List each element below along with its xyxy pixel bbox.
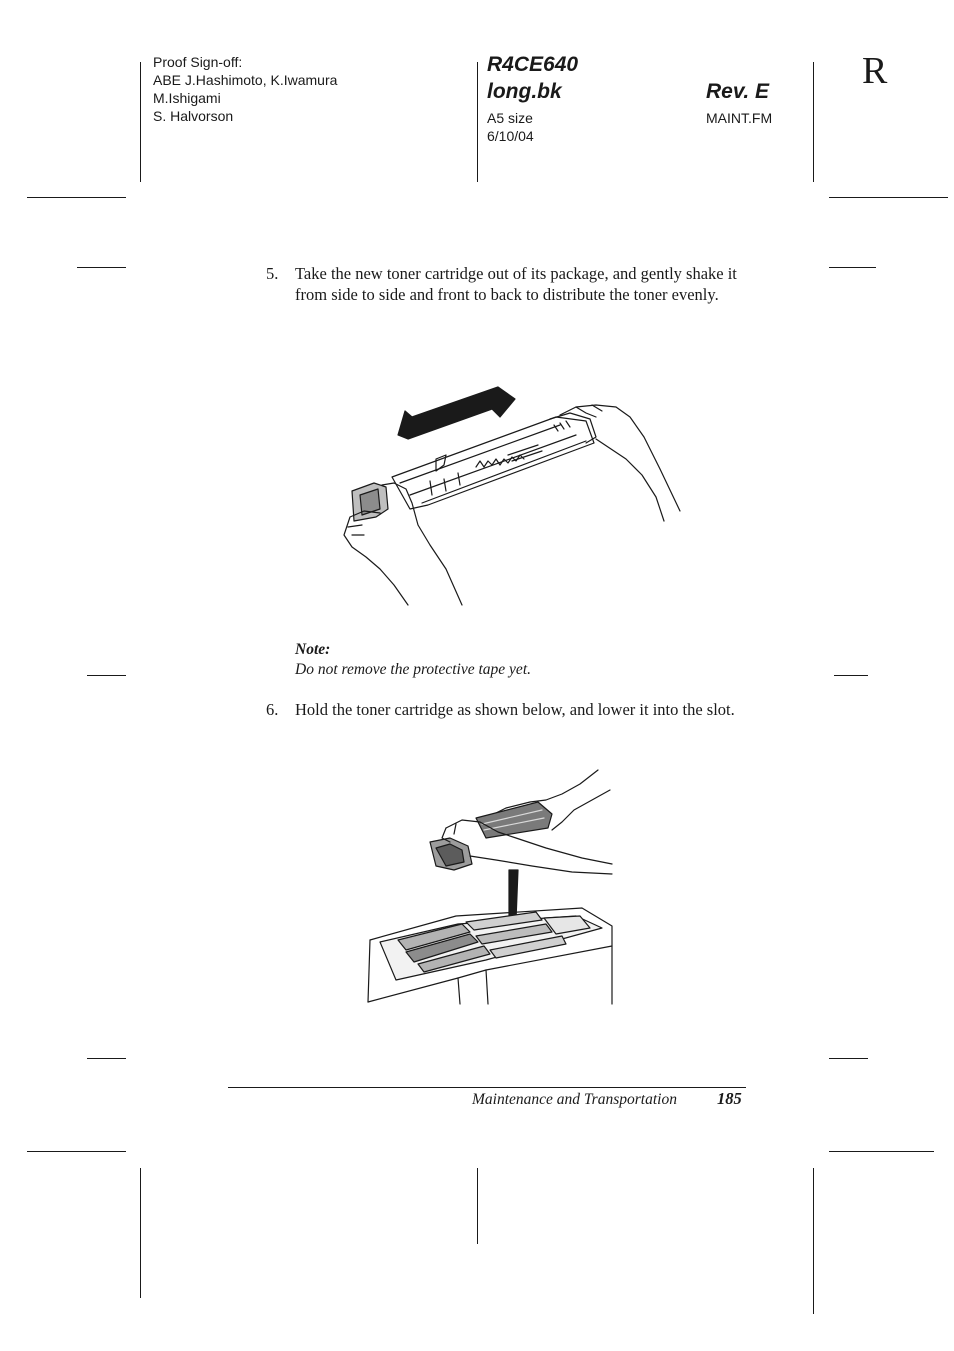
book-name: long.bk <box>487 80 562 103</box>
crop-mark <box>140 62 141 182</box>
double-arrow-icon <box>398 387 515 439</box>
document-code: R4CE640 <box>487 53 579 76</box>
page-number: 185 <box>717 1089 742 1108</box>
crop-mark <box>813 1168 814 1314</box>
proof-line: ABE J.Hashimoto, K.Iwamura <box>153 72 338 88</box>
proof-line: S. Halvorson <box>153 108 234 124</box>
crop-mark <box>77 267 126 268</box>
step-text: Hold the toner cartridge as shown below, and lower it into the slot. <box>295 700 735 719</box>
crop-mark <box>813 62 814 182</box>
crop-mark <box>829 1058 868 1059</box>
crop-mark <box>27 197 126 198</box>
note-text: Do not remove the protective tape yet. <box>295 661 531 678</box>
proof-line: M.Ishigami <box>153 90 221 106</box>
proof-date: 6/10/04 <box>487 128 534 144</box>
file-name: MAINT.FM <box>706 110 773 126</box>
crop-mark <box>829 197 948 198</box>
crop-mark <box>87 675 126 676</box>
crop-mark <box>140 1168 141 1298</box>
proof-signoff <box>153 53 337 125</box>
footer-rule <box>228 1087 746 1088</box>
proof-line: Proof Sign-off: <box>153 54 243 70</box>
crop-mark <box>477 62 478 182</box>
step-text: Take the new toner cartridge out of its package, and gently shake it from side to side and front to back to distribute the toner evenly. <box>295 264 737 304</box>
footer-section-title: Maintenance and Transportation <box>472 1091 677 1108</box>
insert-cartridge-illustration <box>366 768 616 1008</box>
shake-cartridge-illustration <box>340 385 685 607</box>
crop-mark <box>27 1151 126 1152</box>
crop-mark <box>87 1058 126 1059</box>
paper-size: A5 size <box>487 110 533 126</box>
crop-mark <box>829 267 876 268</box>
toner-cartridge <box>476 802 552 838</box>
crop-mark <box>477 1168 478 1244</box>
note-label: Note: <box>295 641 331 658</box>
crop-mark <box>829 1151 934 1152</box>
crop-mark <box>834 675 868 676</box>
step-number: 5. <box>266 264 279 283</box>
revision-label: Rev. E <box>706 80 770 103</box>
step-number: 6. <box>266 700 279 719</box>
tab-letter: R <box>862 50 888 92</box>
